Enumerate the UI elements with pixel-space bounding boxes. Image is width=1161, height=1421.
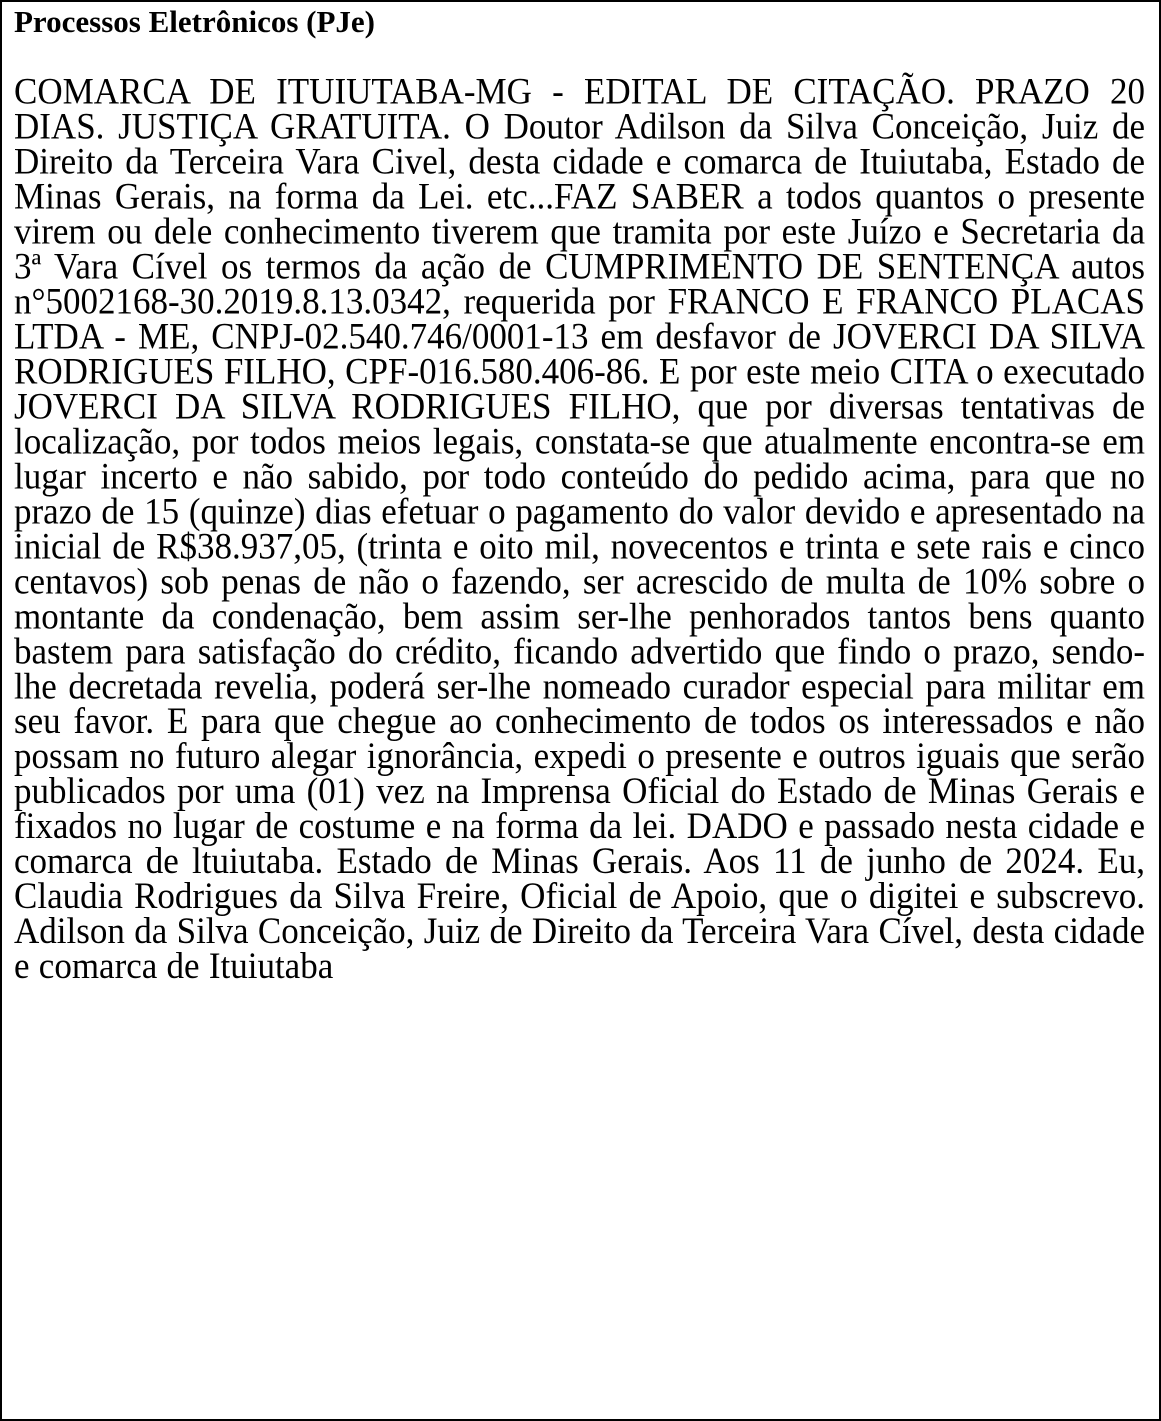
notice-title: Processos Eletrônicos (PJe) [14,4,375,39]
notice-body-text: COMARCA DE ITUIUTABA-MG - EDITAL DE CITAÇÃO. PRAZO 20 DIAS. JUSTIÇA GRATUITA. O Doutor Adilson da Silva Conceição, Juiz de Direito da Terceira Vara Civel, desta cidade e comarca de Ituiutaba, Estado de Minas Gerais, na forma da Lei. etc...FAZ SABER a todos quantos o presente virem ou dele conhecimento tiverem que tramita por este Juízo e Secretaria da 3ª Vara Cível os termos da ação de CUMPRIMENTO DE SENTENÇA autos n°5002168-30.2019.8.13.0342, requerida por FRANCO E FRANCO PLACAS LTDA - ME, CNPJ-02.540.746/0001-13 em desfavor de JOVERCI DA SILVA RODRIGUES FILHO, CPF-016.580.406-86. E por este meio CITA o executado JOVERCI DA SILVA RODRIGUES FILHO, que por diversas tentativas de localização, por todos meios legais, constata-se que atualmente encontra-se em lugar incerto e não sabido, por todo conteúdo do pedido acima, para que no prazo de 15 (quinze) dias efetuar o pagamento do valor devido e apresentado na inicial de R$38.937,05, (trinta e oito mil, novecentos e trinta e sete rais e cinco centavos) sob penas de não o fazendo, ser acrescido de multa de 10% sobre o montante da condenação, bem assim ser-lhe penhorados tantos bens quanto bastem para satisfação do crédito, ficando advertido que findo o prazo, sendo-lhe decretada revelia, poderá ser-lhe nomeado curador especial para militar em seu favor. E para que chegue ao conhecimento de todos os interessados e não possam no futuro alegar ignorância, expedi o presente e outros iguais que serão publicados por uma (01) vez na Imprensa Oficial do Estado de Minas Gerais e fixados no lugar de costume e na forma da lei. DADO e passado nesta cidade e comarca de ltuiutaba. Estado de Minas Gerais. Aos 11 de junho de 2024. Eu, Claudia Rodrigues da Silva Freire, Oficial de Apoio, que o digitei e subscrevo. Adilson da Silva Conceição, Juiz de Direito da Terceira Vara Cível, desta cidade e comarca de Ituiutaba [14,70,1145,987]
